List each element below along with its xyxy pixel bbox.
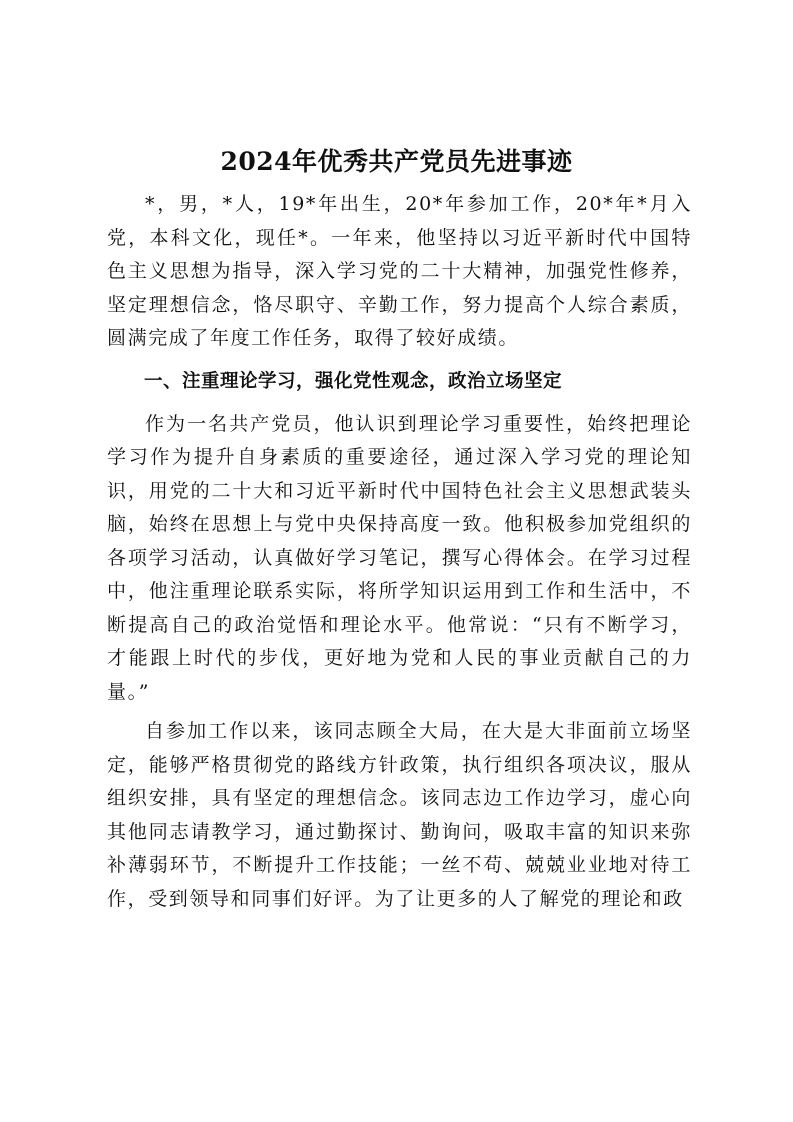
intro-paragraph: *，男，*人，19*年出生，20*年参加工作，20*年*月入党，本科文化，现任*。一年来，他坚持以习近平新时代中国特色主义思想为指导，深入学习党的二十大精神，加强党性修养，坚定理想信念，恪尽职守、辛勤工作，努力提高个人综合素质，圆满完成了年度工作任务，取得了较好成绩。 [107,193,692,349]
document-title: 2024年优秀共产党员先进事迹 [220,147,573,176]
document-body [107,188,692,916]
section-heading: 一、注重理论学习，强化党性观念，政治立场坚定 [144,370,563,392]
paragraph-theory-study: 作为一名共产党员，他认识到理论学习重要性，始终把理论学习作为提升自身素质的重要途径，通过深入学习党的理论知识，用党的二十大和习近平新时代中国特色社会主义思想武装头脑，始终在思想上与党中央保持高度一致。他积极参加党组织的各项学习活动，认真做好学习笔记，撰写心得体会。在学习过程中，他注重理论联系实际，将所学知识运用到工作和生活中，不断提高自己的政治觉悟和理论水平。他常说：“只有不断学习，才能跟上时代的步伐，更好地为党和人民的事业贡献自己的力量。” [107,412,692,703]
paragraph-work-attitude: 自参加工作以来，该同志顾全大局，在大是大非面前立场坚定，能够严格贯彻党的路线方针政策，执行组织各项决议，服从组织安排，具有坚定的理想信念。该同志边工作边学习，虚心向其他同志请教学习，通过勤探讨、勤询问，吸取丰富的知识来弥补薄弱环节，不断提升工作技能；一丝不苟、兢兢业业地对待工作，受到领导和同事们好评。为了让更多的人了解党的理论和政 [107,720,692,910]
